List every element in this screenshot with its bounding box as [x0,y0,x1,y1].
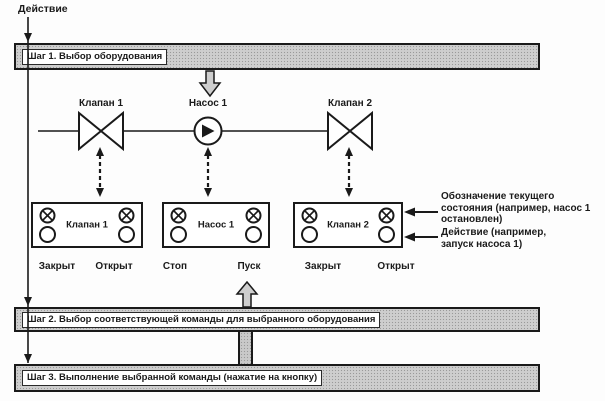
annotation-arrow-left-icon [404,231,438,243]
panel-title: Насос 1 [197,219,235,231]
step1-bar [14,43,540,70]
control-panel-pump1 [162,202,270,248]
action-flow-arrow-line [20,15,38,367]
step-connector [238,330,253,366]
block-arrow-down-icon [198,70,222,98]
annotation-action: Действие (например, запуск насоса 1) [441,227,547,250]
step3-bar [14,364,540,392]
equipment-label-valve1: Клапан 1 [79,98,123,109]
action-flow-label: Действие [18,3,68,15]
equipment-label-pump1: Насос 1 [188,98,228,109]
step3-label: Шаг 3. Выполнение выбранной команды (нажатие на кнопку) [22,370,322,386]
arrowhead-down-icon [24,297,32,306]
link-arrow-valve1 [92,146,108,198]
arrowhead-down-icon [24,33,32,42]
arrowhead-down-icon [24,354,32,363]
status-label-open-2: Открыт [377,261,415,272]
step2-bar [14,307,540,332]
equipment-label-valve2: Клапан 2 [328,98,372,109]
panel-title: Клапан 1 [66,219,108,231]
step2-label: Шаг 2. Выбор соответствующей команды для выбранного оборудования [22,312,380,328]
block-arrow-up-icon [235,281,259,308]
pump1-icon [195,118,222,145]
control-panel-valve1 [31,202,143,248]
link-arrow-valve2 [341,146,357,198]
annotation-arrow-left-icon [404,206,438,218]
status-label-stop: Стоп [162,261,188,272]
step1-label: Шаг 1. Выбор оборудования [22,49,167,65]
status-label-start: Пуск [237,261,261,272]
status-label-open-1: Открыт [95,261,133,272]
valve1-icon [79,113,123,149]
status-label-closed-2: Закрыт [304,261,342,272]
control-panel-valve2 [293,202,403,248]
status-label-closed-1: Закрыт [38,261,76,272]
link-arrow-pump1 [200,146,216,198]
valve2-icon [328,113,372,149]
panel-title: Клапан 2 [327,219,369,231]
annotation-current-state: Обозначение текущего состояния (например, насос 1 остановлен) [441,191,591,225]
